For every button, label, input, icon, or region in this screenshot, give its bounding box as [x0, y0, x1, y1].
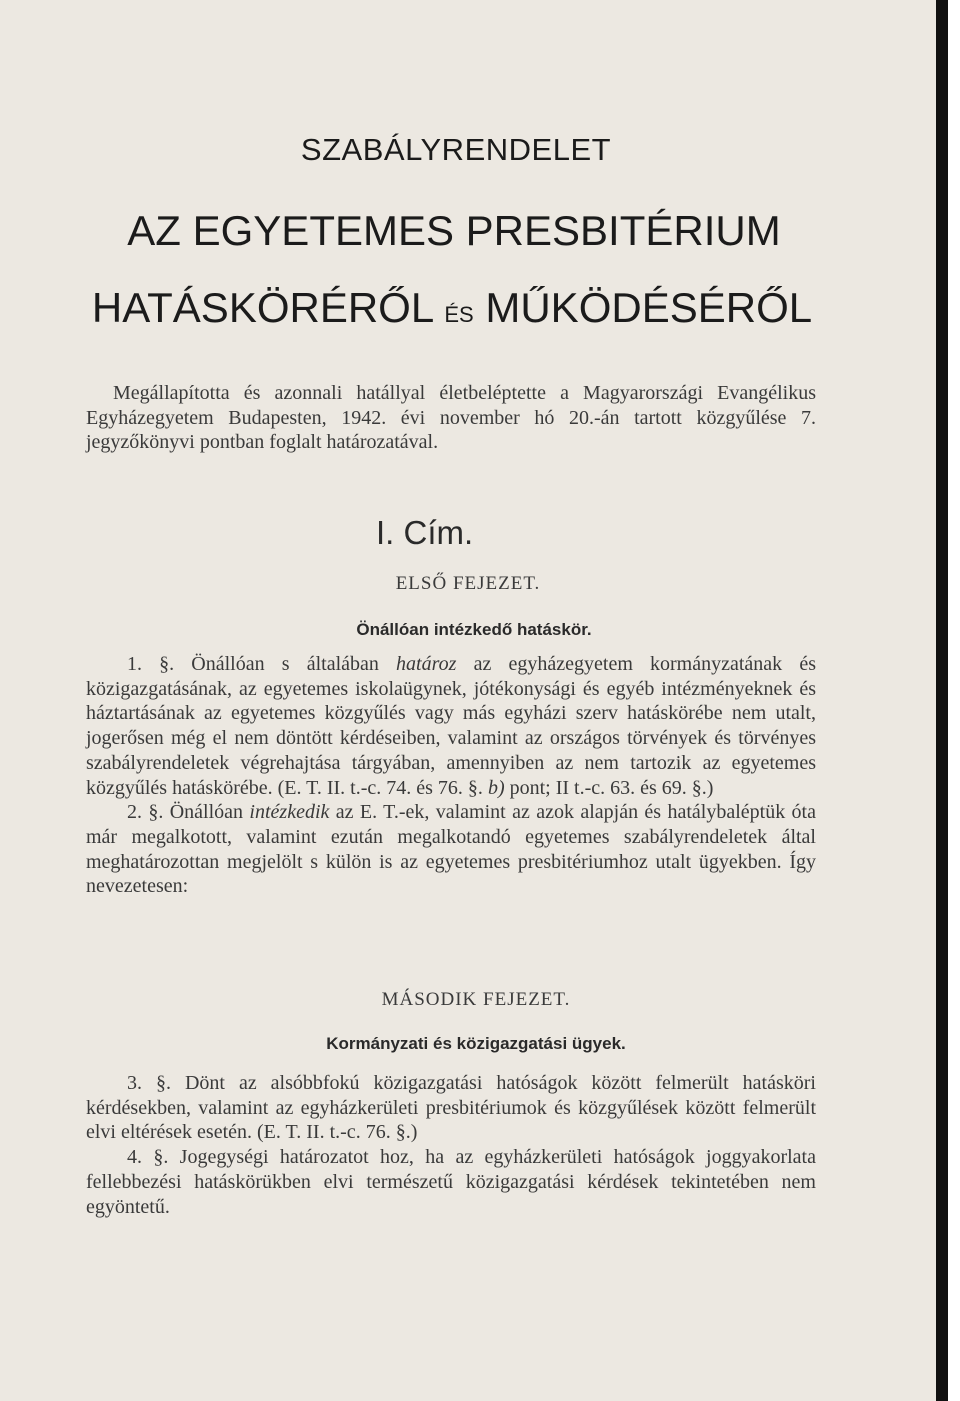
chapter-2-body: [86, 1071, 816, 1219]
paragraph-4: 4. §. Jogegységi határozatot hoz, ha az egyházkerületi hatóságok joggyakorlata fellebbezési hatáskörükben elvi természetű közigazgatási kérdések tekintetében nem egyöntetű.: [86, 1146, 816, 1218]
paragraph-2-text-b: az E. T.-ek, valamint az azok alapján és hatálybaléptük óta már megalkotott, valamint ezután megalkotandó egyetemes szabályrendeletek által meghatározottan megjelölt s külön is az egyetemes presbitériumhoz utalt ügyekben. Így nevezetesen:: [86, 801, 816, 898]
enactment-note: Megállapította és azonnali hatállyal életbeléptette a Magyarországi Evangélikus Egyházegyetem Budapesten, 1942. évi november hó 20.-án tartott közgyűlése 7. jegyzőkönyvi pontban foglalt határozatával.: [86, 382, 816, 454]
paragraph-2-text-a: 2. §. Önállóan: [127, 801, 250, 824]
part-title: I. Cím.: [376, 514, 474, 551]
paragraph-1-emphasis-2: b): [487, 776, 505, 799]
paragraph-1-text-b: az egyházegyetem kormányzatának és közigazgatásának, az egyetemes iskolaügynek, jótékonysági és egyéb intézményeknek és háztartásának az egyetemes közgyűlés vagy más egyházi szerv hatáskörébe nem utalt, jogerősen még el nem döntött kérdéseiben, valamint az országos törvények és törvényes szabályrendeletek végrehajtása tárgyában, amennyiben az nem tartozik az egyetemes közgyűlés hatáskörébe. (E. T. II. t.-c. 74. és 76. §.: [86, 653, 816, 799]
paragraph-2: [86, 800, 816, 899]
paragraph-1: [86, 652, 816, 800]
paragraph-1-text-c: pont; II t.-c. 63. és 69. §.): [504, 776, 714, 799]
paragraph-1-emphasis: határoz: [396, 653, 457, 675]
book-spine-edge: [936, 0, 948, 1401]
chapter-1-heading: ELSŐ FEJEZET.: [395, 573, 541, 594]
paragraph-3: 3. §. Dönt az alsóbbfokú közigazgatási hatóságok között felmerült hatásköri kérdésekben, valamint az egyházkerületi presbitériumok és közgyűlések között felmerült elvi eltérések esetén. (E. T. II. t.-c. 76. §.): [86, 1072, 816, 1144]
document-type-title: SZABÁLYRENDELET: [300, 132, 612, 167]
chapter-1-body: [86, 652, 816, 899]
paragraph-2-emphasis: intézkedik: [249, 801, 330, 824]
title-word-es: ÉS: [444, 302, 474, 327]
chapter-2-subheading: Kormányzati és közigazgatási ügyek.: [326, 1034, 626, 1053]
document-title-line-1: AZ EGYETEMES PRESBITÉRIUM: [127, 207, 781, 254]
title-word-hataskorerol: HATÁSKÖRÉRŐL: [91, 284, 433, 331]
chapter-2-heading: MÁSODIK FEJEZET.: [381, 989, 571, 1010]
document-title-line-2: [0, 284, 926, 332]
title-word-mukodeserol: MŰKÖDÉSÉRŐL: [485, 284, 813, 331]
chapter-1-subheading: Önállóan intézkedő hatáskör.: [356, 620, 592, 639]
paragraph-1-text-a: 1. §. Önállóan s általában: [127, 653, 397, 675]
